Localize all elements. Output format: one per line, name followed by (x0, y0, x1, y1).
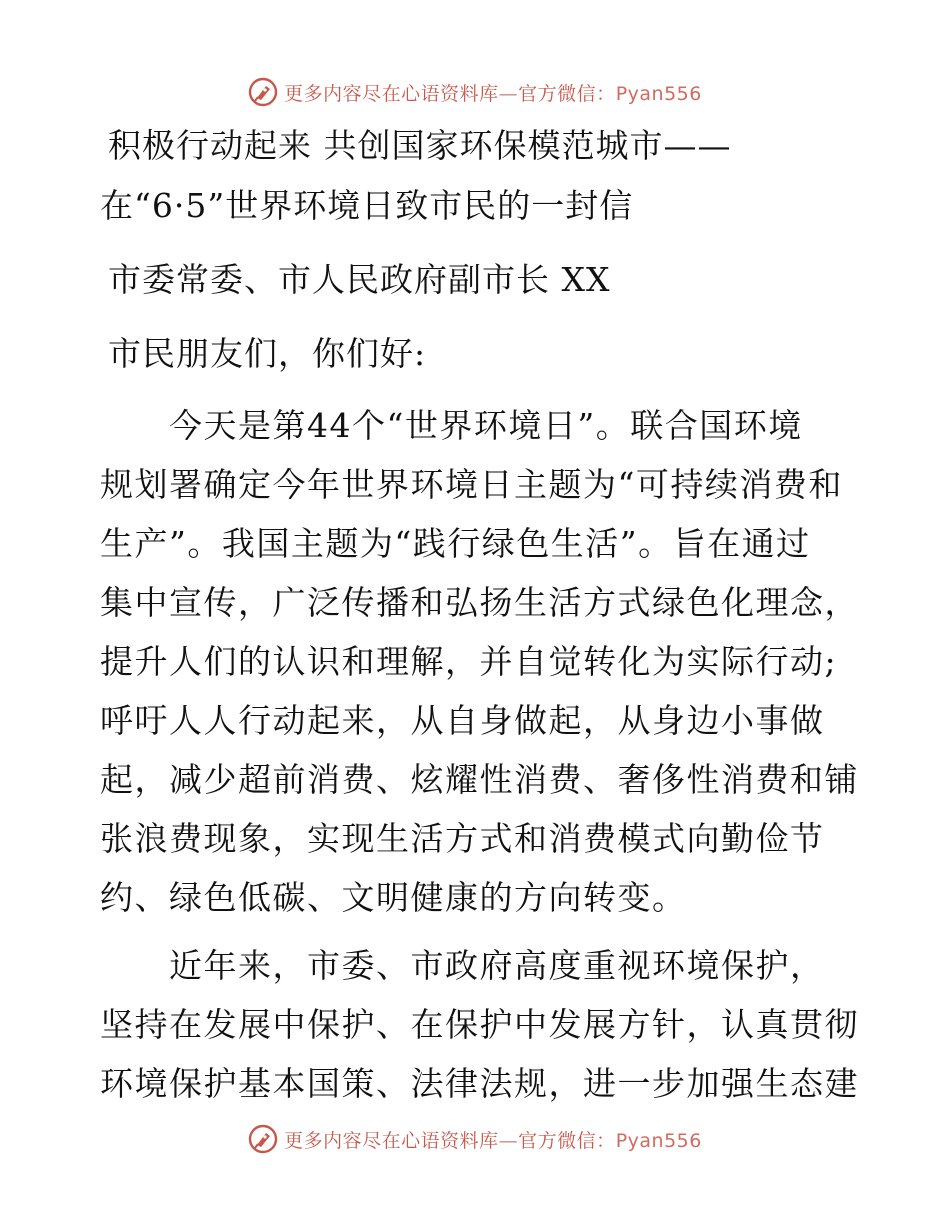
text-line: 坚持在发展中保护、在保护中发展方针，认真贯彻 (100, 1005, 859, 1044)
header-watermark (0, 72, 950, 112)
watermark-text: 更多内容尽在心语资料库—官方微信：Pyan556 (284, 82, 702, 105)
text-line: 起，减少超前消费、炫耀性消费、奢侈性消费和铺 (100, 760, 859, 799)
paragraph-2 (100, 936, 860, 1113)
pen-nib-logo-icon (248, 1124, 278, 1154)
text-line: 环境保护基本国策、法律法规，进一步加强生态建 (100, 1064, 859, 1103)
document-title-line-1: 积极行动起来 共创国家环保模范城市—— (108, 126, 732, 165)
pen-nib-logo-icon (248, 77, 278, 107)
text-line: 近年来，市委、市政府高度重视环境保护， (100, 946, 825, 985)
text-line: 集中宣传，广泛传播和弘扬生活方式绿色化理念， (100, 583, 859, 622)
document-title-line-2: 在“6·5”世界环境日致市民的一封信 (100, 186, 634, 225)
text-line: 呼吁人人行动起来，从自身做起，从身边小事做 (100, 701, 825, 740)
paragraph-1 (100, 396, 860, 927)
text-line: 张浪费现象，实现生活方式和消费模式向勤俭节 (100, 819, 825, 858)
text-line: 提升人们的认识和理解，并自觉转化为实际行动; (100, 642, 838, 681)
text-line: 约、绿色低碳、文明健康的方向转变。 (100, 878, 687, 917)
text-line: 规划署确定今年世界环境日主题为“可持续消费和 (100, 465, 843, 504)
text-line: 今天是第44个“世界环境日”。联合国环境 (100, 406, 803, 445)
watermark-text: 更多内容尽在心语资料库—官方微信：Pyan556 (284, 1129, 702, 1152)
text-line: 生产”。我国主题为“践行绿色生活”。旨在通过 (100, 524, 811, 563)
document-author: 市委常委、市人民政府副市长 XX (108, 260, 611, 299)
letter-greeting: 市民朋友们，你们好: (108, 334, 427, 373)
footer-watermark (0, 1119, 950, 1159)
